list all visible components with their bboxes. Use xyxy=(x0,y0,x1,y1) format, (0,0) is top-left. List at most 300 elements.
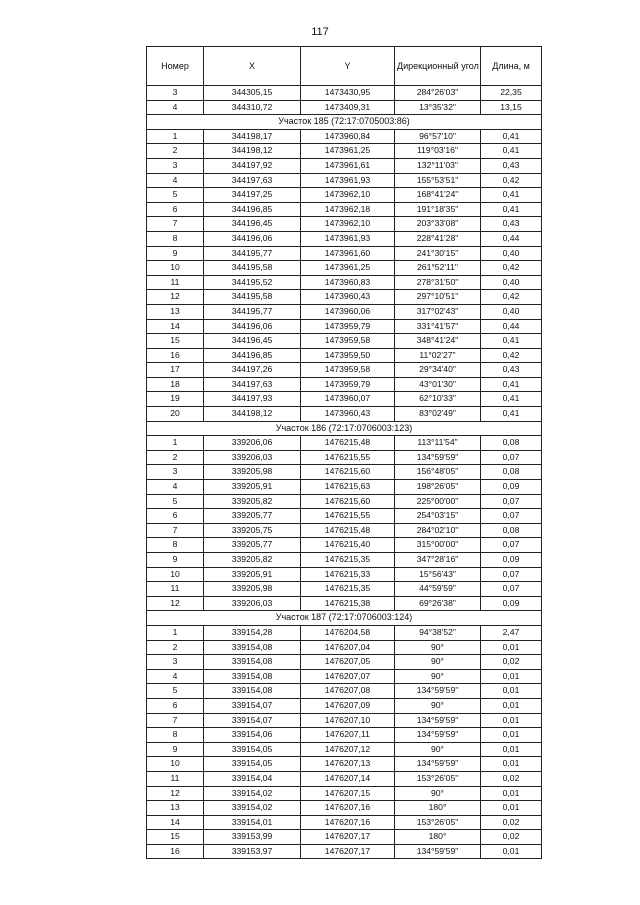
cell-x: 339154,08 xyxy=(204,669,301,684)
cell-number: 2 xyxy=(147,144,204,159)
cell-number: 19 xyxy=(147,392,204,407)
table-row xyxy=(147,669,542,684)
cell-y: 1476215,35 xyxy=(301,582,395,597)
cell-number: 3 xyxy=(147,86,204,101)
cell-number: 4 xyxy=(147,173,204,188)
cell-number: 2 xyxy=(147,640,204,655)
cell-y: 1476204,58 xyxy=(301,625,395,640)
cell-length: 0,08 xyxy=(481,523,542,538)
cell-y: 1476207,15 xyxy=(301,786,395,801)
cell-length: 0,01 xyxy=(481,669,542,684)
cell-x: 339205,75 xyxy=(204,523,301,538)
cell-length: 0,43 xyxy=(481,363,542,378)
cell-angle: 347°28'16" xyxy=(395,553,481,568)
table-row xyxy=(147,844,542,859)
cell-x: 344197,63 xyxy=(204,377,301,392)
cell-y: 1473960,06 xyxy=(301,304,395,319)
cell-x: 344195,52 xyxy=(204,275,301,290)
cell-length: 0,08 xyxy=(481,436,542,451)
table-row xyxy=(147,86,542,101)
cell-x: 344198,12 xyxy=(204,407,301,422)
table-body xyxy=(147,86,542,859)
cell-y: 1473960,83 xyxy=(301,275,395,290)
cell-angle: 241°30'15" xyxy=(395,246,481,261)
table-row xyxy=(147,450,542,465)
cell-number: 16 xyxy=(147,348,204,363)
cell-angle: 156°48'05" xyxy=(395,465,481,480)
cell-x: 344195,77 xyxy=(204,304,301,319)
cell-y: 1476207,12 xyxy=(301,742,395,757)
cell-number: 13 xyxy=(147,801,204,816)
cell-y: 1473959,79 xyxy=(301,319,395,334)
cell-x: 344195,77 xyxy=(204,246,301,261)
table-row xyxy=(147,801,542,816)
cell-y: 1476207,05 xyxy=(301,655,395,670)
table-row xyxy=(147,100,542,115)
cell-number: 13 xyxy=(147,304,204,319)
cell-number: 12 xyxy=(147,596,204,611)
cell-number: 1 xyxy=(147,625,204,640)
cell-x: 344197,63 xyxy=(204,173,301,188)
table-row xyxy=(147,830,542,845)
cell-angle: 284°26'03" xyxy=(395,86,481,101)
cell-number: 11 xyxy=(147,771,204,786)
cell-length: 0,07 xyxy=(481,538,542,553)
cell-angle: 90° xyxy=(395,698,481,713)
cell-angle: 134°59'59" xyxy=(395,844,481,859)
cell-length: 0,40 xyxy=(481,304,542,319)
table-row xyxy=(147,144,542,159)
cell-number: 18 xyxy=(147,377,204,392)
cell-angle: 317°02'43" xyxy=(395,304,481,319)
table-row xyxy=(147,465,542,480)
cell-x: 339205,77 xyxy=(204,509,301,524)
cell-x: 339153,99 xyxy=(204,830,301,845)
cell-x: 339205,77 xyxy=(204,538,301,553)
table-header-row xyxy=(147,47,542,86)
cell-angle: 153°26'05" xyxy=(395,771,481,786)
cell-y: 1476207,10 xyxy=(301,713,395,728)
section-title: Участок 185 (72:17:0705003:86) xyxy=(147,115,542,130)
cell-number: 15 xyxy=(147,334,204,349)
cell-number: 15 xyxy=(147,830,204,845)
cell-y: 1476207,07 xyxy=(301,669,395,684)
header-angle: Дирекционный угол xyxy=(395,47,481,86)
cell-angle: 69°26'38" xyxy=(395,596,481,611)
cell-y: 1476215,38 xyxy=(301,596,395,611)
cell-x: 344196,85 xyxy=(204,202,301,217)
cell-x: 339205,82 xyxy=(204,494,301,509)
cell-angle: 96°57'10" xyxy=(395,129,481,144)
cell-number: 16 xyxy=(147,844,204,859)
cell-angle: 191°18'35" xyxy=(395,202,481,217)
cell-y: 1476215,35 xyxy=(301,553,395,568)
section-title: Участок 186 (72:17:0706003:123) xyxy=(147,421,542,436)
cell-y: 1473961,93 xyxy=(301,173,395,188)
cell-length: 0,01 xyxy=(481,698,542,713)
cell-length: 0,09 xyxy=(481,596,542,611)
cell-x: 339205,91 xyxy=(204,567,301,582)
cell-angle: 315°00'00" xyxy=(395,538,481,553)
cell-x: 344198,12 xyxy=(204,144,301,159)
cell-length: 0,41 xyxy=(481,407,542,422)
cell-length: 0,41 xyxy=(481,129,542,144)
cell-number: 4 xyxy=(147,669,204,684)
cell-x: 344198,17 xyxy=(204,129,301,144)
table-row xyxy=(147,655,542,670)
cell-length: 0,02 xyxy=(481,830,542,845)
cell-length: 0,02 xyxy=(481,771,542,786)
cell-y: 1473430,95 xyxy=(301,86,395,101)
cell-length: 0,43 xyxy=(481,217,542,232)
table-row xyxy=(147,625,542,640)
cell-y: 1473959,58 xyxy=(301,334,395,349)
table-row xyxy=(147,640,542,655)
cell-angle: 119°03'16" xyxy=(395,144,481,159)
cell-length: 0,42 xyxy=(481,348,542,363)
cell-number: 11 xyxy=(147,275,204,290)
cell-x: 344197,93 xyxy=(204,392,301,407)
section-row xyxy=(147,611,542,626)
section-row xyxy=(147,421,542,436)
cell-x: 339154,07 xyxy=(204,698,301,713)
cell-y: 1476207,08 xyxy=(301,684,395,699)
cell-y: 1473961,93 xyxy=(301,231,395,246)
table-row xyxy=(147,334,542,349)
cell-y: 1476215,60 xyxy=(301,494,395,509)
cell-length: 0,01 xyxy=(481,713,542,728)
cell-number: 6 xyxy=(147,698,204,713)
table-row xyxy=(147,275,542,290)
cell-angle: 168°41'24" xyxy=(395,188,481,203)
cell-number: 10 xyxy=(147,567,204,582)
cell-x: 344310,72 xyxy=(204,100,301,115)
page-number: 117 xyxy=(311,26,329,38)
cell-number: 12 xyxy=(147,786,204,801)
cell-y: 1473961,25 xyxy=(301,144,395,159)
cell-x: 339154,01 xyxy=(204,815,301,830)
cell-x: 339154,02 xyxy=(204,786,301,801)
cell-x: 339205,98 xyxy=(204,582,301,597)
cell-x: 344195,58 xyxy=(204,261,301,276)
cell-number: 10 xyxy=(147,757,204,772)
cell-angle: 62°10'33" xyxy=(395,392,481,407)
cell-y: 1473961,60 xyxy=(301,246,395,261)
table-row xyxy=(147,742,542,757)
cell-angle: 297°10'51" xyxy=(395,290,481,305)
cell-angle: 278°31'50" xyxy=(395,275,481,290)
cell-y: 1473960,84 xyxy=(301,129,395,144)
cell-x: 344197,25 xyxy=(204,188,301,203)
table-row xyxy=(147,217,542,232)
cell-y: 1476215,55 xyxy=(301,509,395,524)
cell-number: 4 xyxy=(147,480,204,495)
cell-y: 1473962,18 xyxy=(301,202,395,217)
table-row xyxy=(147,523,542,538)
cell-x: 339154,05 xyxy=(204,742,301,757)
header-x: X xyxy=(204,47,301,86)
cell-number: 9 xyxy=(147,246,204,261)
table-row xyxy=(147,202,542,217)
cell-length: 0,07 xyxy=(481,509,542,524)
table-row xyxy=(147,407,542,422)
cell-number: 9 xyxy=(147,553,204,568)
cell-x: 344305,15 xyxy=(204,86,301,101)
table-row xyxy=(147,494,542,509)
cell-length: 0,01 xyxy=(481,684,542,699)
header-number: Номер xyxy=(147,47,204,86)
cell-angle: 94°38'52" xyxy=(395,625,481,640)
cell-x: 339206,03 xyxy=(204,450,301,465)
cell-number: 3 xyxy=(147,158,204,173)
cell-x: 339154,02 xyxy=(204,801,301,816)
cell-angle: 29°34'40" xyxy=(395,363,481,378)
table-row xyxy=(147,815,542,830)
cell-length: 0,07 xyxy=(481,494,542,509)
cell-y: 1476207,17 xyxy=(301,830,395,845)
table-row xyxy=(147,392,542,407)
table-row xyxy=(147,509,542,524)
cell-y: 1476215,63 xyxy=(301,480,395,495)
cell-angle: 228°41'28" xyxy=(395,231,481,246)
cell-length: 0,09 xyxy=(481,553,542,568)
table-row xyxy=(147,567,542,582)
cell-number: 8 xyxy=(147,728,204,743)
cell-angle: 134°59'59" xyxy=(395,450,481,465)
cell-length: 0,01 xyxy=(481,742,542,757)
cell-number: 6 xyxy=(147,202,204,217)
cell-y: 1473959,79 xyxy=(301,377,395,392)
table-row xyxy=(147,757,542,772)
table-row xyxy=(147,129,542,144)
cell-angle: 15°56'43" xyxy=(395,567,481,582)
table-row xyxy=(147,771,542,786)
cell-y: 1476207,16 xyxy=(301,801,395,816)
cell-x: 344196,45 xyxy=(204,217,301,232)
cell-y: 1476207,13 xyxy=(301,757,395,772)
cell-number: 9 xyxy=(147,742,204,757)
cell-angle: 225°00'00" xyxy=(395,494,481,509)
cell-angle: 153°26'05" xyxy=(395,815,481,830)
cell-x: 344197,26 xyxy=(204,363,301,378)
table-row xyxy=(147,173,542,188)
cell-x: 344197,92 xyxy=(204,158,301,173)
cell-number: 14 xyxy=(147,815,204,830)
cell-y: 1473959,50 xyxy=(301,348,395,363)
cell-length: 0,01 xyxy=(481,757,542,772)
table-row xyxy=(147,377,542,392)
cell-y: 1473962,10 xyxy=(301,217,395,232)
cell-x: 339154,08 xyxy=(204,640,301,655)
table-row xyxy=(147,480,542,495)
cell-angle: 90° xyxy=(395,786,481,801)
cell-number: 5 xyxy=(147,188,204,203)
table-row xyxy=(147,246,542,261)
cell-length: 0,40 xyxy=(481,275,542,290)
cell-length: 0,07 xyxy=(481,450,542,465)
table-row xyxy=(147,698,542,713)
cell-length: 0,01 xyxy=(481,786,542,801)
cell-angle: 90° xyxy=(395,669,481,684)
section-row xyxy=(147,115,542,130)
cell-length: 0,01 xyxy=(481,801,542,816)
cell-number: 1 xyxy=(147,129,204,144)
table-row xyxy=(147,290,542,305)
cell-number: 8 xyxy=(147,231,204,246)
cell-y: 1473960,43 xyxy=(301,407,395,422)
cell-angle: 134°59'59" xyxy=(395,713,481,728)
cell-number: 6 xyxy=(147,509,204,524)
cell-angle: 90° xyxy=(395,655,481,670)
table-row xyxy=(147,261,542,276)
table-row xyxy=(147,728,542,743)
cell-x: 339205,91 xyxy=(204,480,301,495)
cell-x: 344196,85 xyxy=(204,348,301,363)
cell-y: 1476215,48 xyxy=(301,523,395,538)
table-row xyxy=(147,713,542,728)
cell-number: 4 xyxy=(147,100,204,115)
cell-x: 344196,06 xyxy=(204,319,301,334)
table-row xyxy=(147,582,542,597)
cell-angle: 134°59'59" xyxy=(395,728,481,743)
cell-y: 1476215,40 xyxy=(301,538,395,553)
cell-angle: 11°02'27" xyxy=(395,348,481,363)
cell-y: 1473961,61 xyxy=(301,158,395,173)
cell-length: 0,07 xyxy=(481,582,542,597)
cell-length: 0,42 xyxy=(481,261,542,276)
cell-length: 0,42 xyxy=(481,173,542,188)
cell-x: 344195,58 xyxy=(204,290,301,305)
cell-x: 339154,08 xyxy=(204,655,301,670)
cell-angle: 90° xyxy=(395,640,481,655)
cell-x: 339154,28 xyxy=(204,625,301,640)
cell-angle: 348°41'24" xyxy=(395,334,481,349)
cell-length: 22,35 xyxy=(481,86,542,101)
cell-y: 1476207,09 xyxy=(301,698,395,713)
cell-angle: 134°59'59" xyxy=(395,684,481,699)
cell-length: 0,01 xyxy=(481,640,542,655)
table-row xyxy=(147,319,542,334)
cell-length: 0,07 xyxy=(481,567,542,582)
cell-angle: 90° xyxy=(395,742,481,757)
cell-y: 1476215,33 xyxy=(301,567,395,582)
cell-length: 0,40 xyxy=(481,246,542,261)
table-row xyxy=(147,363,542,378)
cell-angle: 44°59'59" xyxy=(395,582,481,597)
cell-y: 1476215,60 xyxy=(301,465,395,480)
cell-angle: 254°03'15" xyxy=(395,509,481,524)
cell-length: 2,47 xyxy=(481,625,542,640)
cell-number: 3 xyxy=(147,655,204,670)
cell-y: 1473961,25 xyxy=(301,261,395,276)
table-row xyxy=(147,188,542,203)
cell-angle: 113°11'54" xyxy=(395,436,481,451)
section-title: Участок 187 (72:17:0706003:124) xyxy=(147,611,542,626)
cell-y: 1476207,04 xyxy=(301,640,395,655)
cell-number: 5 xyxy=(147,494,204,509)
cell-y: 1476207,11 xyxy=(301,728,395,743)
cell-angle: 331°41'57" xyxy=(395,319,481,334)
cell-number: 10 xyxy=(147,261,204,276)
cell-y: 1476207,17 xyxy=(301,844,395,859)
cell-length: 13,15 xyxy=(481,100,542,115)
cell-angle: 261°52'11" xyxy=(395,261,481,276)
cell-length: 0,01 xyxy=(481,844,542,859)
cell-angle: 284°02'10" xyxy=(395,523,481,538)
cell-y: 1473959,58 xyxy=(301,363,395,378)
cell-number: 14 xyxy=(147,319,204,334)
cell-number: 7 xyxy=(147,217,204,232)
cell-number: 17 xyxy=(147,363,204,378)
cell-x: 339154,06 xyxy=(204,728,301,743)
cell-angle: 134°59'59" xyxy=(395,757,481,772)
cell-y: 1473962,10 xyxy=(301,188,395,203)
cell-length: 0,02 xyxy=(481,655,542,670)
cell-y: 1473960,07 xyxy=(301,392,395,407)
cell-x: 344196,06 xyxy=(204,231,301,246)
cell-x: 339154,07 xyxy=(204,713,301,728)
cell-x: 344196,45 xyxy=(204,334,301,349)
cell-y: 1476215,55 xyxy=(301,450,395,465)
cell-angle: 155°53'51" xyxy=(395,173,481,188)
cell-number: 7 xyxy=(147,713,204,728)
table-row xyxy=(147,158,542,173)
cell-number: 12 xyxy=(147,290,204,305)
cell-x: 339154,05 xyxy=(204,757,301,772)
cell-length: 0,41 xyxy=(481,202,542,217)
cell-y: 1476215,48 xyxy=(301,436,395,451)
cell-length: 0,44 xyxy=(481,319,542,334)
cell-number: 1 xyxy=(147,436,204,451)
table-row xyxy=(147,684,542,699)
header-y: Y xyxy=(301,47,395,86)
cell-y: 1473409,31 xyxy=(301,100,395,115)
cell-length: 0,02 xyxy=(481,815,542,830)
cell-angle: 132°11'03" xyxy=(395,158,481,173)
cell-x: 339154,04 xyxy=(204,771,301,786)
cell-length: 0,41 xyxy=(481,377,542,392)
table-row xyxy=(147,553,542,568)
cell-length: 0,41 xyxy=(481,188,542,203)
coordinates-table xyxy=(146,46,542,859)
cell-angle: 13°35'32" xyxy=(395,100,481,115)
cell-x: 339153,97 xyxy=(204,844,301,859)
header-length: Длина, м xyxy=(481,47,542,86)
cell-length: 0,41 xyxy=(481,144,542,159)
table-row xyxy=(147,538,542,553)
cell-number: 5 xyxy=(147,684,204,699)
table-row xyxy=(147,596,542,611)
cell-y: 1476207,14 xyxy=(301,771,395,786)
cell-y: 1476207,16 xyxy=(301,815,395,830)
cell-length: 0,44 xyxy=(481,231,542,246)
cell-y: 1473960,43 xyxy=(301,290,395,305)
cell-angle: 198°26'05" xyxy=(395,480,481,495)
cell-number: 7 xyxy=(147,523,204,538)
cell-x: 339205,98 xyxy=(204,465,301,480)
cell-number: 3 xyxy=(147,465,204,480)
cell-x: 339154,08 xyxy=(204,684,301,699)
cell-angle: 180° xyxy=(395,830,481,845)
table-row xyxy=(147,348,542,363)
cell-x: 339205,82 xyxy=(204,553,301,568)
cell-x: 339206,03 xyxy=(204,596,301,611)
cell-length: 0,41 xyxy=(481,334,542,349)
cell-angle: 83°02'49" xyxy=(395,407,481,422)
cell-length: 0,42 xyxy=(481,290,542,305)
cell-x: 339206,06 xyxy=(204,436,301,451)
table-row xyxy=(147,436,542,451)
